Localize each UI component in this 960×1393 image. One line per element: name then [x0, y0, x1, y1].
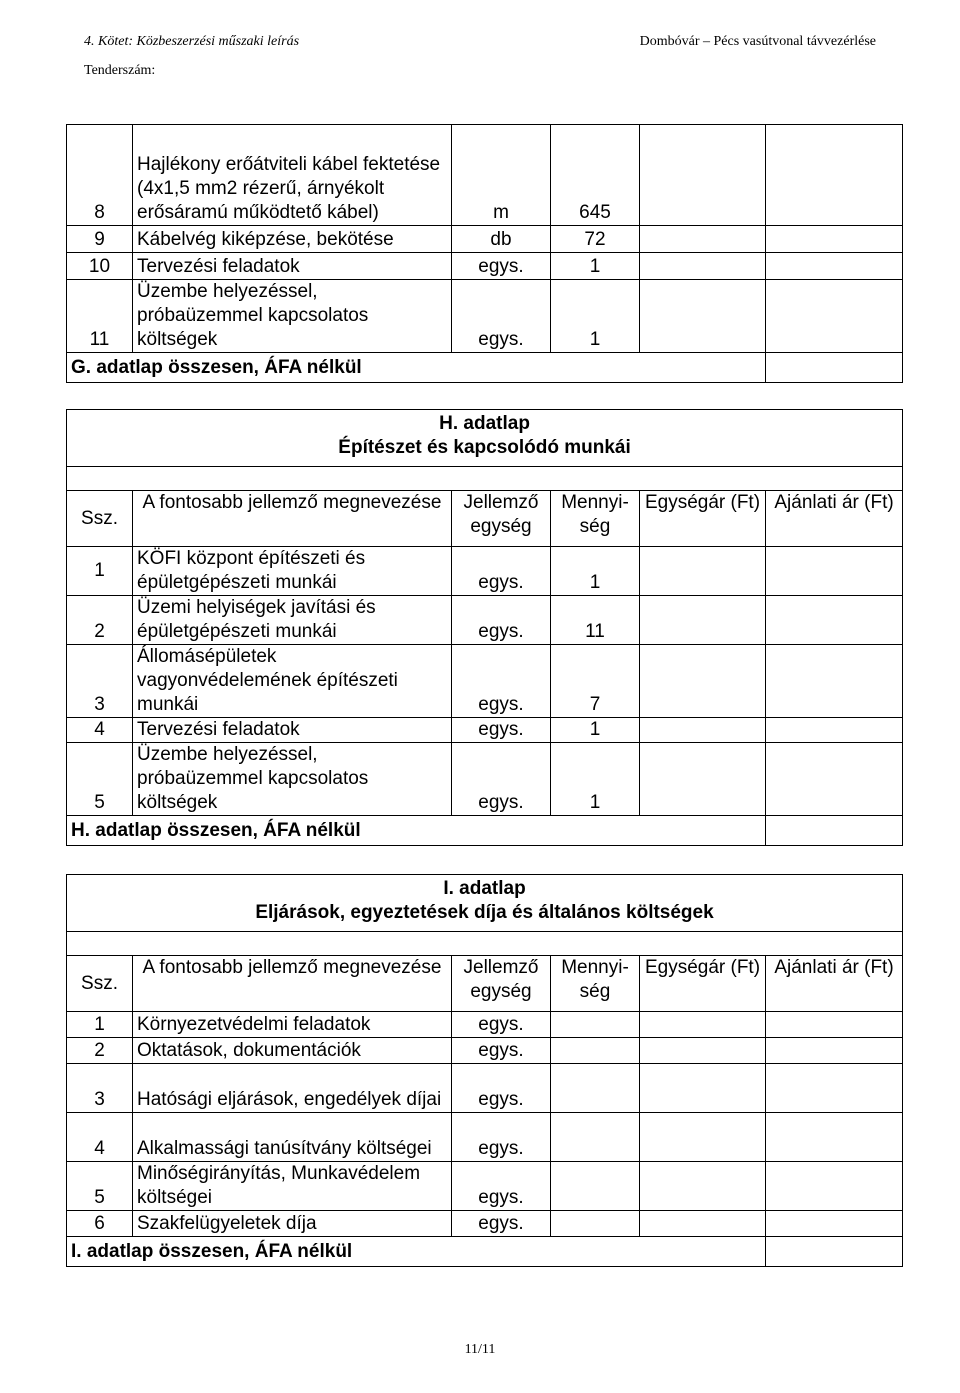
section-h-table — [66, 409, 903, 846]
row-quantity: 645 — [551, 125, 640, 226]
col-header-unit: Jellemző egység — [452, 491, 551, 547]
row-unit: egys. — [452, 1012, 551, 1038]
row-offer-price — [766, 718, 903, 743]
row-unit-price — [640, 1064, 766, 1113]
row-number: 11 — [67, 280, 133, 353]
row-unit-price — [640, 1113, 766, 1162]
row-description: Hajlékony erőátviteli kábel fektetése (4x1,5 mm2 rézerű, árnyékolt erősáramú működtető kábel) — [133, 125, 452, 226]
table-row — [67, 1211, 903, 1237]
row-offer-price — [766, 1113, 903, 1162]
row-number: 1 — [67, 1012, 133, 1038]
row-quantity: 72 — [551, 226, 640, 253]
total-value — [766, 353, 903, 383]
row-quantity — [551, 1211, 640, 1237]
row-unit: db — [452, 226, 551, 253]
row-quantity — [551, 1012, 640, 1038]
row-quantity — [551, 1064, 640, 1113]
row-offer-price — [766, 1012, 903, 1038]
row-number: 8 — [67, 125, 133, 226]
row-unit: egys. — [452, 547, 551, 596]
row-description: Üzembe helyezéssel, próbaüzemmel kapcsolatos költségek — [133, 743, 452, 816]
row-number: 9 — [67, 226, 133, 253]
table-row — [67, 743, 903, 816]
col-header-ssz: Ssz. — [67, 956, 133, 1012]
total-row — [67, 353, 903, 383]
row-number: 5 — [67, 743, 133, 816]
row-offer-price — [766, 645, 903, 718]
row-offer-price — [766, 226, 903, 253]
row-offer-price — [766, 1064, 903, 1113]
row-unit-price — [640, 125, 766, 226]
row-offer-price — [766, 1162, 903, 1211]
section-h-title-line2: Építészet és kapcsolódó munkái — [338, 437, 631, 458]
row-offer-price — [766, 125, 903, 226]
row-unit: egys. — [452, 1162, 551, 1211]
row-unit: egys. — [452, 253, 551, 280]
table-row — [67, 1113, 903, 1162]
table-row — [67, 125, 903, 226]
row-number: 10 — [67, 253, 133, 280]
row-description: Állomásépületek vagyonvédelemének építészeti munkái — [133, 645, 452, 718]
row-unit: egys. — [452, 718, 551, 743]
row-number: 2 — [67, 1038, 133, 1064]
header-tender-number: Tenderszám: — [84, 63, 156, 78]
col-header-qty: Mennyi-ség — [551, 491, 640, 547]
row-quantity: 1 — [551, 253, 640, 280]
total-label: G. adatlap összesen, ÁFA nélkül — [67, 353, 766, 383]
row-unit-price — [640, 226, 766, 253]
col-header-offer-price: Ajánlati ár (Ft) — [766, 491, 903, 547]
row-unit-price — [640, 253, 766, 280]
header-project-title: Dombóvár – Pécs vasútvonal távvezérlése — [639, 34, 876, 49]
row-unit-price — [640, 596, 766, 645]
row-quantity — [551, 1038, 640, 1064]
row-unit: egys. — [452, 1038, 551, 1064]
row-description: Alkalmassági tanúsítvány költségei — [133, 1113, 452, 1162]
row-unit-price — [640, 1162, 766, 1211]
row-description: Kábelvég kiképzése, bekötése — [133, 226, 452, 253]
col-header-unit-price: Egységár (Ft) — [640, 491, 766, 547]
row-unit-price — [640, 280, 766, 353]
row-description: Oktatások, dokumentációk — [133, 1038, 452, 1064]
row-unit: egys. — [452, 596, 551, 645]
col-header-unit: Jellemző egység — [452, 956, 551, 1012]
row-quantity: 1 — [551, 718, 640, 743]
row-number: 2 — [67, 596, 133, 645]
row-unit-price — [640, 1038, 766, 1064]
section-h-header-row — [67, 491, 903, 547]
table-row — [67, 596, 903, 645]
section-i-spacer — [67, 932, 903, 956]
row-quantity: 1 — [551, 547, 640, 596]
col-header-unit-price: Egységár (Ft) — [640, 956, 766, 1012]
col-header-offer-price: Ajánlati ár (Ft) — [766, 956, 903, 1012]
table-row — [67, 547, 903, 596]
row-description: KÖFI központ építészeti és épületgépészeti munkái — [133, 547, 452, 596]
row-description: Üzemi helyiségek javítási és épületgépészeti munkái — [133, 596, 452, 645]
row-number: 3 — [67, 645, 133, 718]
table-row — [67, 280, 903, 353]
table-row — [67, 1064, 903, 1113]
col-header-qty: Mennyi-ség — [551, 956, 640, 1012]
table-row — [67, 718, 903, 743]
section-i-table — [66, 874, 903, 1267]
total-row — [67, 816, 903, 846]
page-number: 11/11 — [464, 1342, 496, 1357]
table-row — [67, 1038, 903, 1064]
col-header-desc: A fontosabb jellemző megnevezése — [133, 956, 452, 1012]
row-quantity: 1 — [551, 280, 640, 353]
row-quantity: 7 — [551, 645, 640, 718]
table-row — [67, 253, 903, 280]
row-unit: egys. — [452, 1113, 551, 1162]
row-unit: m — [452, 125, 551, 226]
row-description: Üzembe helyezéssel, próbaüzemmel kapcsolatos költségek — [133, 280, 452, 353]
row-number: 4 — [67, 1113, 133, 1162]
row-unit-price — [640, 1211, 766, 1237]
row-number: 3 — [67, 1064, 133, 1113]
table-row — [67, 1012, 903, 1038]
section-i-title-line2: Eljárások, egyeztetések díja és általános költségek — [255, 902, 714, 923]
row-offer-price — [766, 253, 903, 280]
section-i-title-line1: I. adatlap — [443, 878, 526, 899]
total-label: I. adatlap összesen, ÁFA nélkül — [67, 1237, 766, 1267]
col-header-ssz: Ssz. — [67, 491, 133, 547]
row-unit-price — [640, 547, 766, 596]
row-number: 5 — [67, 1162, 133, 1211]
row-description: Környezetvédelmi feladatok — [133, 1012, 452, 1038]
row-unit: egys. — [452, 743, 551, 816]
section-g-table — [66, 124, 903, 383]
row-offer-price — [766, 280, 903, 353]
row-unit-price — [640, 1012, 766, 1038]
row-offer-price — [766, 547, 903, 596]
total-row — [67, 1237, 903, 1267]
col-header-desc: A fontosabb jellemző megnevezése — [133, 491, 452, 547]
row-offer-price — [766, 1038, 903, 1064]
row-quantity — [551, 1113, 640, 1162]
header-document-title: 4. Kötet: Közbeszerzési műszaki leírás — [84, 34, 300, 49]
row-quantity: 1 — [551, 743, 640, 816]
row-quantity: 11 — [551, 596, 640, 645]
row-number: 6 — [67, 1211, 133, 1237]
section-h-spacer — [67, 467, 903, 491]
row-unit: egys. — [452, 645, 551, 718]
section-i-title — [67, 875, 903, 932]
section-h-title — [67, 410, 903, 467]
row-offer-price — [766, 1211, 903, 1237]
row-unit: egys. — [452, 280, 551, 353]
total-value — [766, 1237, 903, 1267]
row-offer-price — [766, 743, 903, 816]
row-quantity — [551, 1162, 640, 1211]
table-row — [67, 226, 903, 253]
table-row — [67, 645, 903, 718]
row-description: Tervezési feladatok — [133, 718, 452, 743]
row-description: Minőségirányítás, Munkavédelem költségei — [133, 1162, 452, 1211]
row-unit-price — [640, 645, 766, 718]
total-value — [766, 816, 903, 846]
total-label: H. adatlap összesen, ÁFA nélkül — [67, 816, 766, 846]
table-row — [67, 1162, 903, 1211]
row-unit: egys. — [452, 1211, 551, 1237]
row-offer-price — [766, 596, 903, 645]
row-number: 1 — [67, 547, 133, 596]
row-description: Tervezési feladatok — [133, 253, 452, 280]
row-description: Szakfelügyeletek díja — [133, 1211, 452, 1237]
section-h-title-line1: H. adatlap — [439, 413, 530, 434]
row-unit-price — [640, 743, 766, 816]
row-unit-price — [640, 718, 766, 743]
row-number: 4 — [67, 718, 133, 743]
section-i-header-row — [67, 956, 903, 1012]
row-description: Hatósági eljárások, engedélyek díjai — [133, 1064, 452, 1113]
row-unit: egys. — [452, 1064, 551, 1113]
